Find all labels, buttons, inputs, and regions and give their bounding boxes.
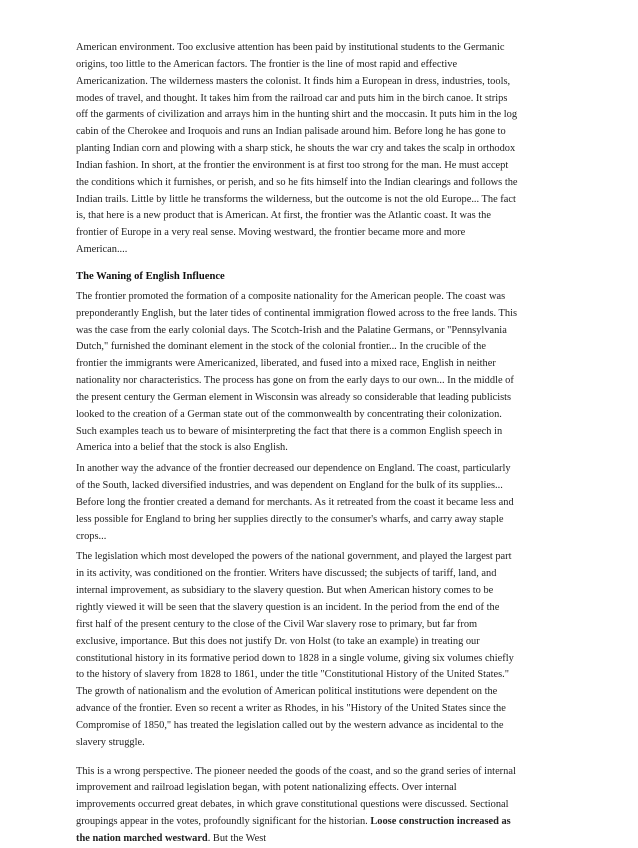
paragraph-text-end: . But the West bbox=[207, 832, 267, 844]
paragraph-text-start: This is a wrong perspective. The pioneer needed the goods of the coast, and so the grand series of internal improvement and railroad legislation began, with potent nationalizing effects. Over internal improvements occurred great debates, in which grave constitutional questions were discussed. Sectional groupings appear in the votes, profoundly significant for the historian. bbox=[76, 765, 516, 828]
paragraph-dependence-england: In another way the advance of the frontier decreased our dependence on England. The coast, particularly of the South, lacked diversified industries, and was dependent on England for the bulk of its supplies... Before long the frontier created a demand for merchants. As it retreated from the coast it became less and less possible for England to bring her supplies directly to the consumer's wharfs, and carry away staple crops... bbox=[76, 463, 514, 542]
paragraph-composite-nationality: The frontier promoted the formation of a composite nationality for the American people. The coast was preponderantly English, but the later tides of continental immigration flowed across to the free lands. This was the case from the early colonial days. The Scotch-Irish and the Palatine Germans, or "Pennsylvania Dutch," furnished the dominant element in the stock of the colonial frontier... In the crucible of the frontier the immigrants were Americanized, liberated, and fused into a mixed race, English in neither nationality nor characteristics. The process has gone on from the early days to our own... In the middle of the present century the German element in Wisconsin was already so considerable that leading publicists looked to the creation of a German state out of the commonwealth by concentrating their colonization. Such examples teach us to beware of misinterpreting the fact that there is a common English speech in America into a belief that the stock is also English. bbox=[76, 290, 518, 454]
paragraph-legislation: The legislation which most developed the powers of the national government, and played the largest part in its activity, was conditioned on the frontier. Writers have discussed; the subjects of tariff, land, and internal improvement, as subsidiary to the slavery question. But when American history comes to be rightly viewed it will be seen that the slavery question is an incident. In the period from the end of the first half of the present century to the close of the Civil War slavery rose to primary, but far from exclusive, importance. But this does not justify Dr. von Holst (to take an example) in treating our constitutional history in its formative period down to 1828 in a single volume, giving six volumes chiefly to the history of slavery from 1828 to 1861, under the title "Constitutional History of the United States." The growth of nationalism and the evolution of American political institutions were dependent on the advance of the frontier. Even so recent a writer as Rhodes, in his "History of the United States since the Compromise of 1850," has treated the legislation called out by the western advance as incidental to the slavery struggle. bbox=[76, 551, 514, 748]
paragraph-wrong-perspective bbox=[76, 764, 518, 848]
bold-emphasis: Loose construction increased as the nation marched westward bbox=[76, 816, 511, 844]
document-page bbox=[76, 40, 518, 848]
section-heading: The Waning of English Influence bbox=[76, 270, 225, 282]
paragraph-americanization: American environment. Too exclusive attention has been paid by institutional students to the Germanic origins, too little to the American factors. The frontier is the line of most rapid and effective Americanization. The wilderness masters the colonist. It finds him a European in dress, industries, tools, modes of travel, and thought. It takes him from the railroad car and puts him in the birch canoe. It strips off the garments of civilization and arrays him in the hunting shirt and the moccasin. It puts him in the log cabin of the Cherokee and Iroquois and runs an Indian palisade around him. Before long he has gone to planting Indian corn and plowing with a sharp stick, he shouts the war cry and takes the scalp in orthodox Indian fashion. In short, at the frontier the environment is at first too strong for the man. He must accept the conditions which it furnishes, or perish, and so he fits himself into the Indian clearings and follows the Indian trails. Little by little he transforms the wilderness, but the outcome is not the old Europe... The fact is, that here is a new product that is American. At first, the frontier was the Atlantic coast. It was the frontier of Europe in a very real sense. Moving westward, the frontier became more and more American.... bbox=[76, 42, 518, 256]
